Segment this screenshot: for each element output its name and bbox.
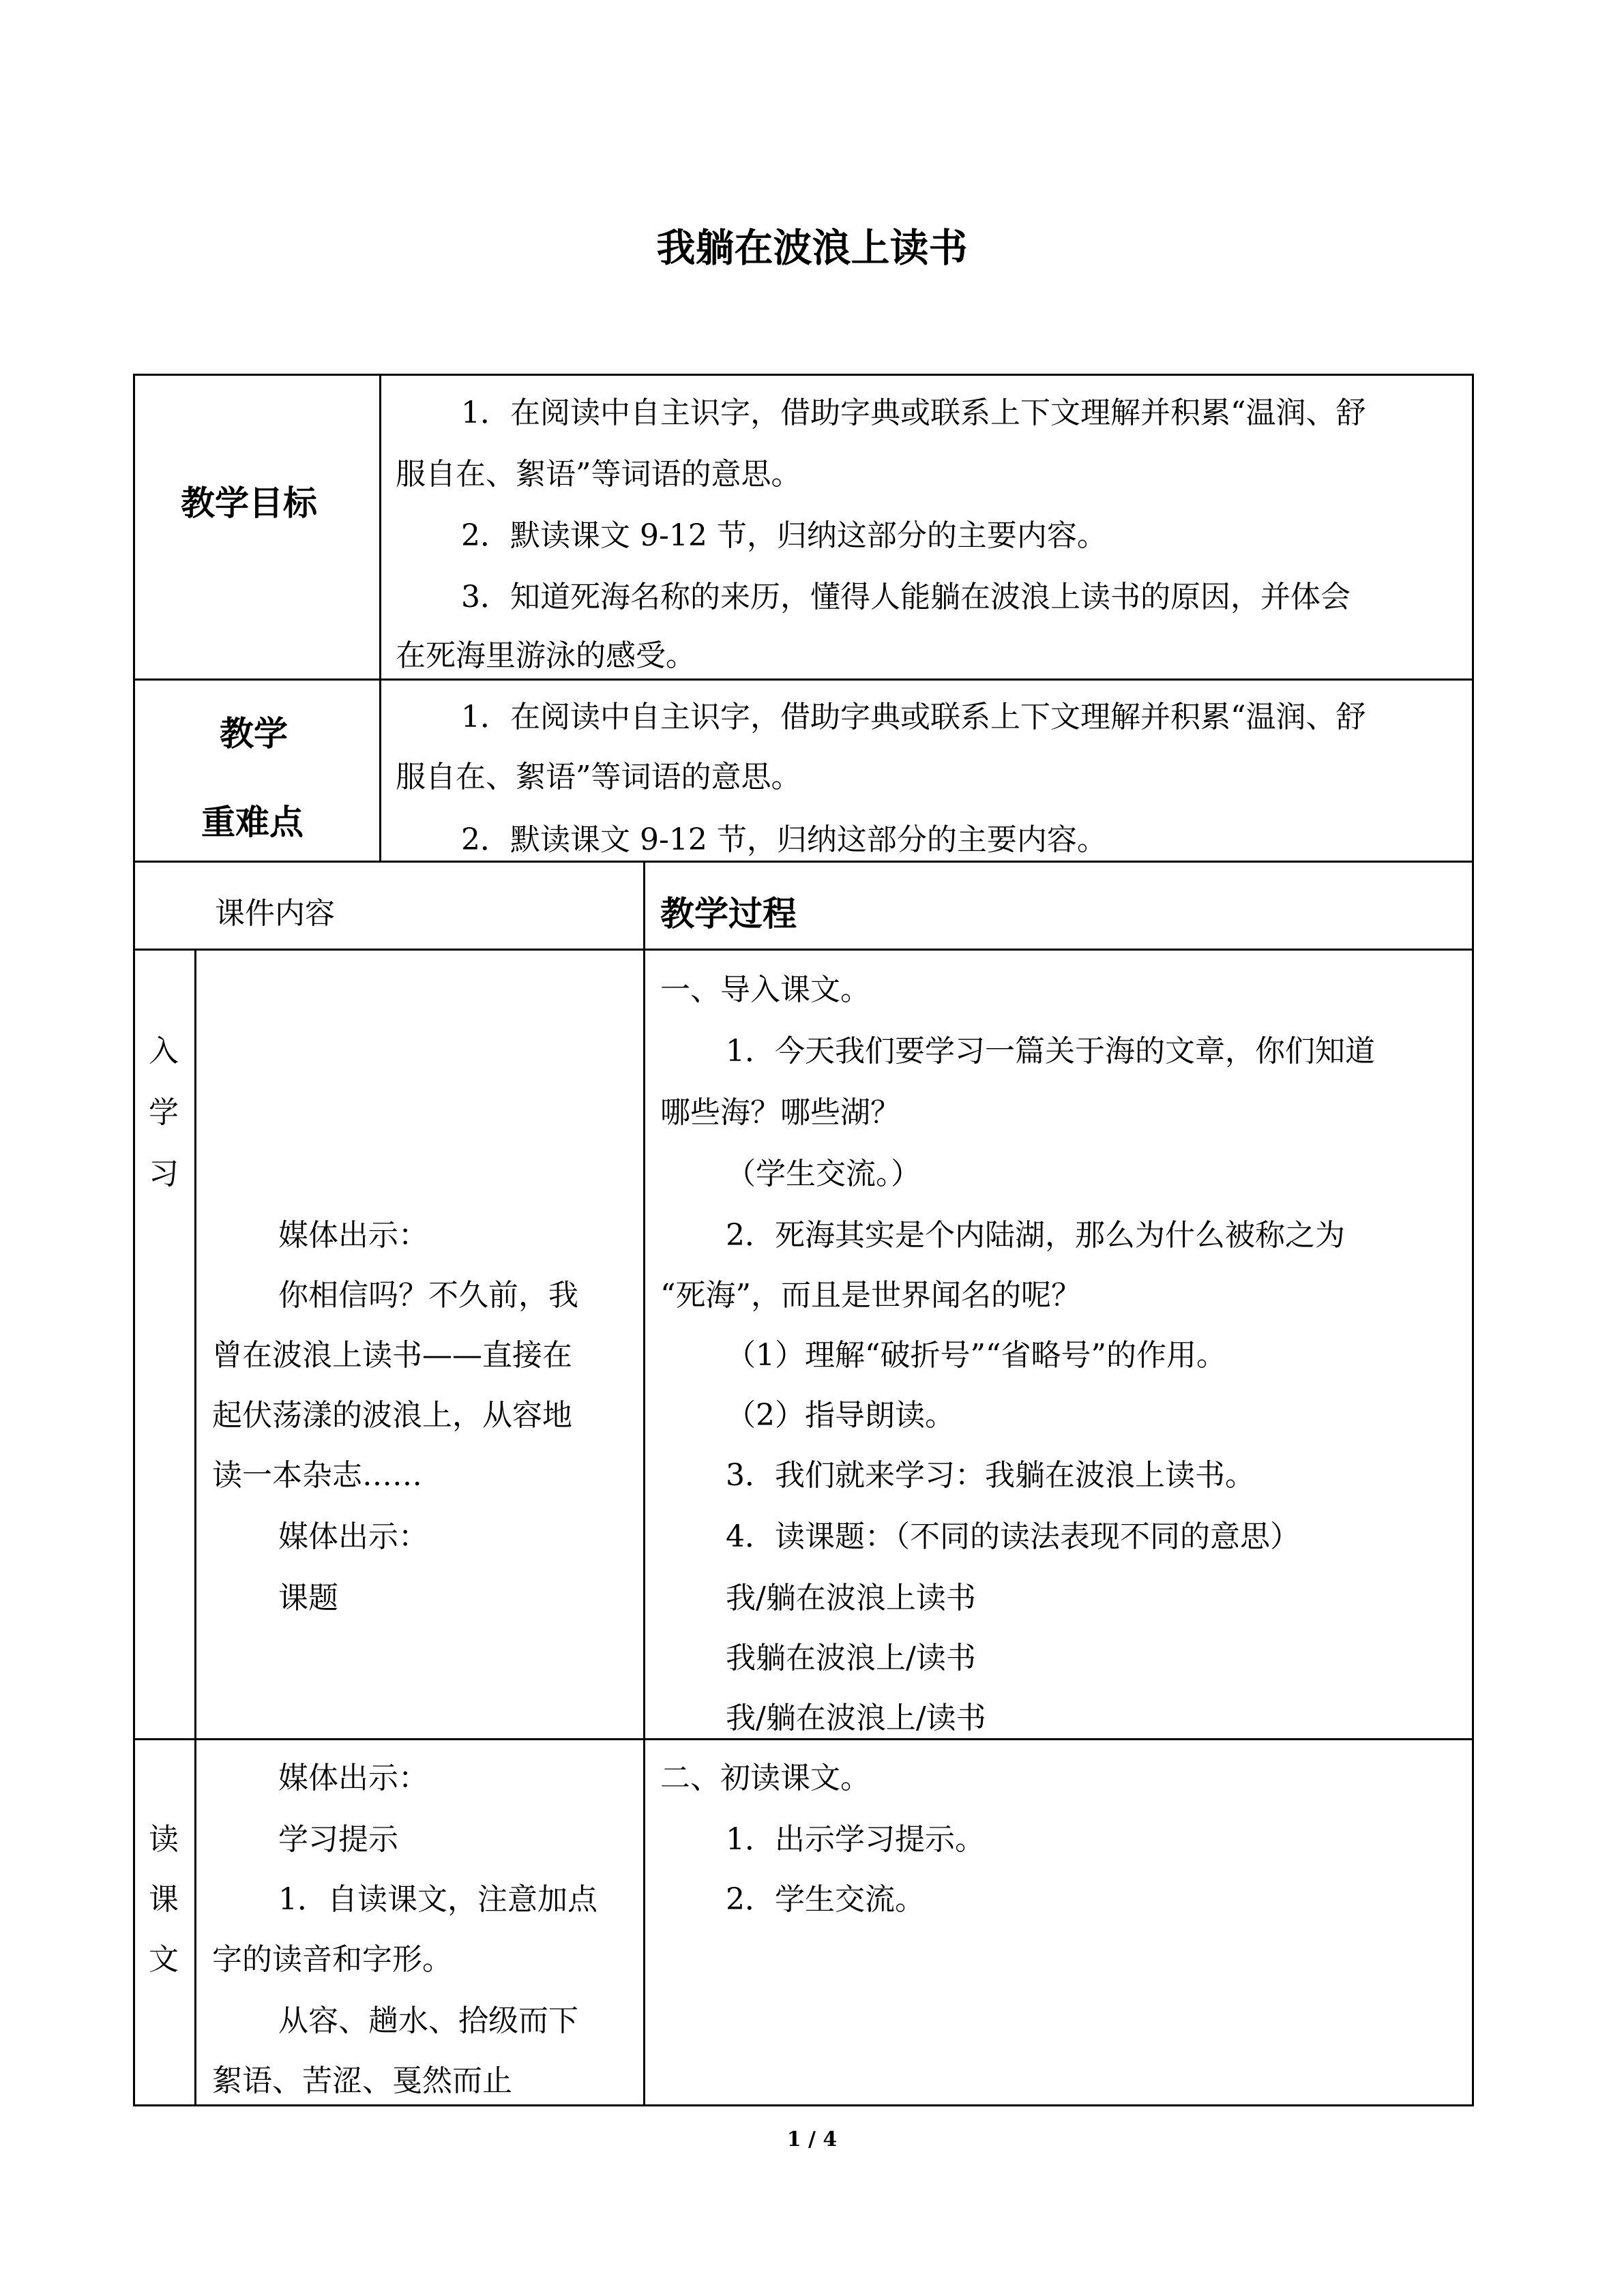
section1-process-line-4: （学生交流。） [726,1157,921,1191]
table-border-top [133,374,1474,376]
section1-process-line-7: （1）理解“破折号”“省略号”的作用。 [726,1338,1226,1373]
section1-side-char-2: 学 [149,1095,179,1130]
table-row-divider-1 [133,679,1474,681]
section1-process-line-8: （2）指导朗读。 [726,1398,955,1433]
section1-process-line-1: 一、导入课文。 [660,972,870,1007]
section1-courseware-line-5: 读一本杂志…… [212,1458,422,1493]
section2-side-char-2: 课 [149,1882,179,1917]
courseware-header: 课件内容 [215,896,335,931]
section1-process-line-12: 我躺在波浪上/读书 [726,1641,976,1675]
key-points-line-3: 2．默读课文 9-12 节，归纳这部分的主要内容。 [461,822,1107,857]
key-points-line-1: 1．在阅读中自主识字，借助字典或联系上下文理解并积累“温润、舒 [461,700,1366,734]
section1-side-char-3: 习 [149,1157,179,1191]
key-points-line-2: 服自在、絮语”等词语的意思。 [396,760,801,794]
section2-process-line-1: 二、初读课文。 [660,1761,870,1795]
table-col-divider-process [643,861,645,2106]
section2-courseware-line-6: 絮语、苦涩、戛然而止 [212,2063,512,2098]
table-border-left [133,374,135,2106]
section2-courseware-line-2: 学习提示 [278,1822,398,1857]
section1-process-line-5: 2．死海其实是个内陆湖，那么为什么被称之为 [726,1218,1345,1253]
section2-process-line-3: 2．学生交流。 [726,1882,925,1917]
section1-courseware-line-6: 媒体出示： [278,1519,428,1554]
process-header: 教学过程 [660,894,797,934]
section1-process-line-11: 我/躺在波浪上读书 [726,1581,976,1615]
table-border-right [1472,374,1474,2106]
section1-side-char-1: 入 [149,1034,179,1069]
table-border-bottom [133,2104,1474,2106]
table-row-divider-2 [133,861,1474,863]
section1-courseware-line-7: 课题 [278,1581,338,1615]
table-col-divider-side [194,949,196,2106]
section2-courseware-line-4: 字的读音和字形。 [212,1942,452,1977]
section1-courseware-line-4: 起伏荡漾的波浪上，从容地 [212,1398,572,1433]
objectives-line-3: 2．默读课文 9-12 节，归纳这部分的主要内容。 [461,518,1107,553]
key-points-label-1: 教学 [220,714,288,754]
section2-side-char-1: 读 [149,1822,179,1857]
section2-courseware-line-3: 1．自读课文，注意加点 [278,1882,597,1917]
section1-process-line-6: “死海”，而且是世界闻名的呢？ [660,1278,1081,1313]
table-col-divider-label [379,374,381,863]
section2-side-char-3: 文 [149,1942,179,1977]
objectives-line-4: 3．知道死海名称的来历，懂得人能躺在波浪上读书的原因，并体会 [461,580,1350,614]
table-row-divider-4 [133,1738,1474,1740]
objectives-line-1: 1．在阅读中自主识字，借助字典或联系上下文理解并积累“温润、舒 [461,396,1366,430]
page-title: 我躺在波浪上读书 [656,226,968,271]
key-points-label-2: 重难点 [201,803,304,842]
section2-process-line-2: 1．出示学习提示。 [726,1822,985,1857]
section1-process-line-9: 3．我们就来学习：我躺在波浪上读书。 [726,1458,1255,1493]
section1-process-line-2: 1．今天我们要学习一篇关于海的文章，你们知道 [726,1034,1375,1069]
table-row-divider-3 [133,949,1474,951]
section1-courseware-line-1: 媒体出示： [278,1218,428,1253]
objectives-label: 教学目标 [181,483,317,523]
page-number: 1 / 4 [786,2128,838,2151]
objectives-line-5: 在死海里游泳的感受。 [396,638,696,673]
section1-process-line-3: 哪些海？哪些湖？ [660,1095,900,1130]
section1-process-line-10: 4．读课题：（不同的读法表现不同的意思） [726,1519,1300,1554]
section1-process-line-13: 我/躺在波浪上/读书 [726,1701,986,1735]
objectives-line-2: 服自在、絮语”等词语的意思。 [396,457,801,492]
section1-courseware-line-3: 曾在波浪上读书——直接在 [212,1338,572,1373]
section1-courseware-line-2: 你相信吗？不久前，我 [278,1278,578,1313]
section2-courseware-line-5: 从容、趟水、拾级而下 [278,2003,578,2038]
section2-courseware-line-1: 媒体出示： [278,1761,428,1795]
